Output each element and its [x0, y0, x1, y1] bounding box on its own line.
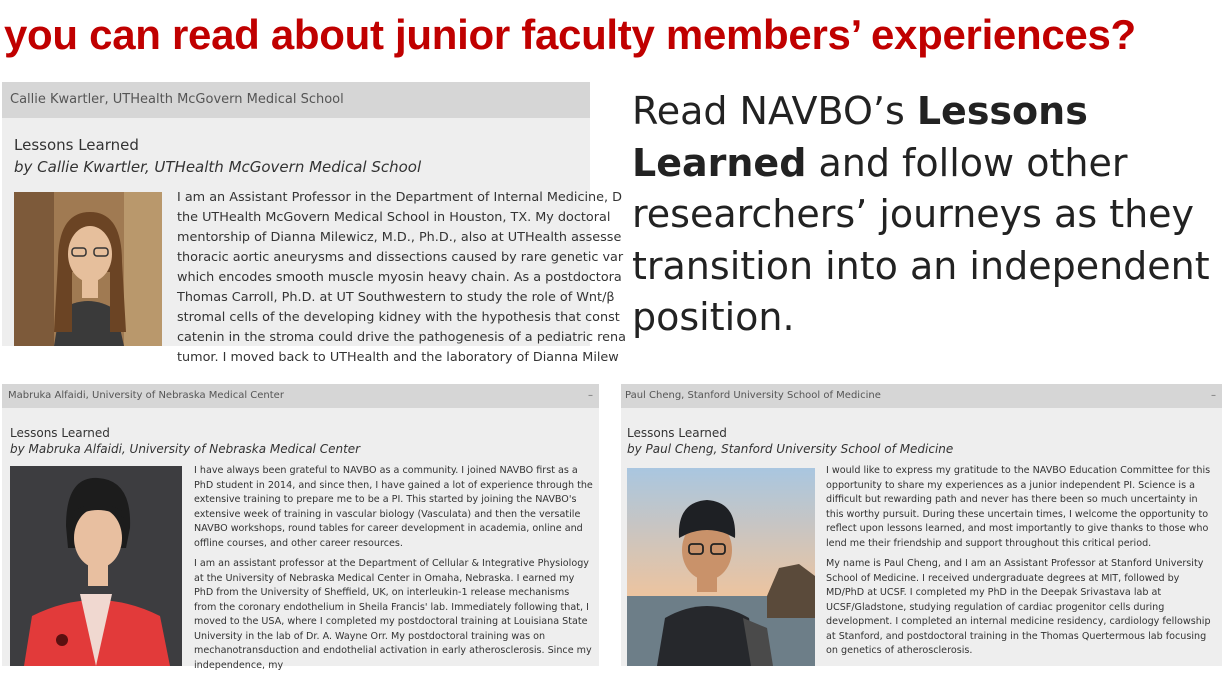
body-paragraph: My name is Paul Cheng, and I am an Assistant Professor at Stanford University School of Medicine. I received undergraduate degrees at MIT, followed by MD/PhD at UCSF. I completed my PhD in the Deepak Srivastava lab at UCSF/Gladstone, studying regulation of cardiac progenitor cells during development. I completed an internal medicine residency, cardiology fellowship at Stanford, and postdoctoral training in the Thomas Quertermous lab focusing on genetics of atherosclerosis.: [826, 558, 1211, 656]
body-line: which encodes smooth muscle myosin heavy chain. As a postdoctora: [177, 270, 622, 285]
author-photo-graphic: [14, 192, 162, 346]
author-photo: [14, 192, 162, 346]
promo-text: [632, 86, 1217, 344]
card-byline: by Paul Cheng, Stanford University School of Medicine: [627, 442, 954, 456]
card-body: [177, 188, 626, 368]
promo-prefix: Read NAVBO’s: [632, 89, 917, 133]
body-line: stromal cells of the developing kidney with the hypothesis that const: [177, 310, 620, 325]
card-header[interactable]: [2, 384, 599, 408]
body-line: tumor. I moved back to UTHealth and the laboratory of Dianna Milew: [177, 350, 619, 365]
minimize-icon[interactable]: –: [1211, 390, 1216, 401]
card-byline: by Mabruka Alfaidi, University of Nebraska Medical Center: [10, 442, 361, 456]
card-byline: by Callie Kwartler, UTHealth McGovern Medical School: [14, 158, 422, 176]
author-photo: [627, 468, 815, 666]
lessons-card-kwartler: [2, 82, 626, 365]
body-line: the UTHealth McGovern Medical School in Houston, TX. My doctoral: [177, 210, 611, 225]
promo-suffix: and follow other researchers’ journeys as they transition into an independent position.: [632, 140, 1210, 339]
promo-bold: Lessons Learned: [632, 89, 1088, 185]
body-line: mentorship of Dianna Milewicz, M.D., Ph.D., also at UTHealth assesse: [177, 230, 622, 245]
body-paragraph: I would like to express my gratitude to the NAVBO Education Committee for this opportunity to share my experiences as a junior independent PI. Science is a difficult but rewarding path and never has there been so much uncertainty in this worthy pursuit. During these uncertain times, I welcome the opportunity to reflect upon lessons learned, and most importantly to give thanks to those who lend me their friendship and support throughout this critical period.: [826, 465, 1211, 549]
card-title: Lessons Learned: [627, 426, 727, 440]
card-header[interactable]: [2, 82, 590, 118]
body-line: thoracic aortic aneurysms and dissections caused by rare genetic var: [177, 250, 624, 265]
lessons-card-cheng: [621, 384, 1222, 666]
body-line: I am an Assistant Professor in the Department of Internal Medicine, D: [177, 190, 623, 205]
card-title: Lessons Learned: [14, 136, 139, 154]
lessons-card-alfaidi: [2, 384, 599, 671]
headline: you can read about junior faculty members’ experiences?: [4, 11, 1136, 58]
card-header[interactable]: [621, 384, 1222, 408]
card-body: [194, 464, 594, 673]
body-paragraph: I have always been grateful to NAVBO as a community. I joined NAVBO first as a PhD student in 2014, and since then, I have gained a lot of experience through the extensive training to prepare me to be a PI. This started by joining the NAVBO's extensive week of training in vascular biology (Vasculata) and then the versatile NAVBO workshops, round tables for career development in academia, online and offline courses, and other career resources.: [194, 465, 593, 549]
card-body: [826, 464, 1218, 659]
card-header-label: Paul Cheng, Stanford University School of Medicine: [625, 390, 881, 401]
author-photo-graphic: [10, 466, 182, 666]
body-line: catenin in the stroma could drive the pathogenesis of a pediatric rena: [177, 330, 626, 345]
body-paragraph: I am an assistant professor at the Department of Cellular & Integrative Physiology at the University of Nebraska Medical Center in Omaha, Nebraska. I earned my PhD from the University of Sheffield, UK, on interleukin-1 release mechanisms from the coronary endothelium in Sheila Francis' lab. Immediately following that, I moved to the USA, where I completed my postdoctoral training at Louisiana State University in the lab of Dr. A. Wayne Orr. My postdoctoral training was on mechanotransduction and endothelial activation in early atherosclerosis. Since my independence, my: [194, 558, 592, 671]
minimize-icon[interactable]: –: [588, 390, 593, 401]
author-photo-graphic: [627, 468, 815, 666]
card-header-label: Mabruka Alfaidi, University of Nebraska Medical Center: [8, 390, 284, 401]
card-header-label: Callie Kwartler, UTHealth McGovern Medical School: [10, 92, 344, 107]
body-line: Thomas Carroll, Ph.D. at UT Southwestern to study the role of Wnt/β: [177, 290, 615, 305]
card-title: Lessons Learned: [10, 426, 110, 440]
author-photo: [10, 466, 182, 666]
